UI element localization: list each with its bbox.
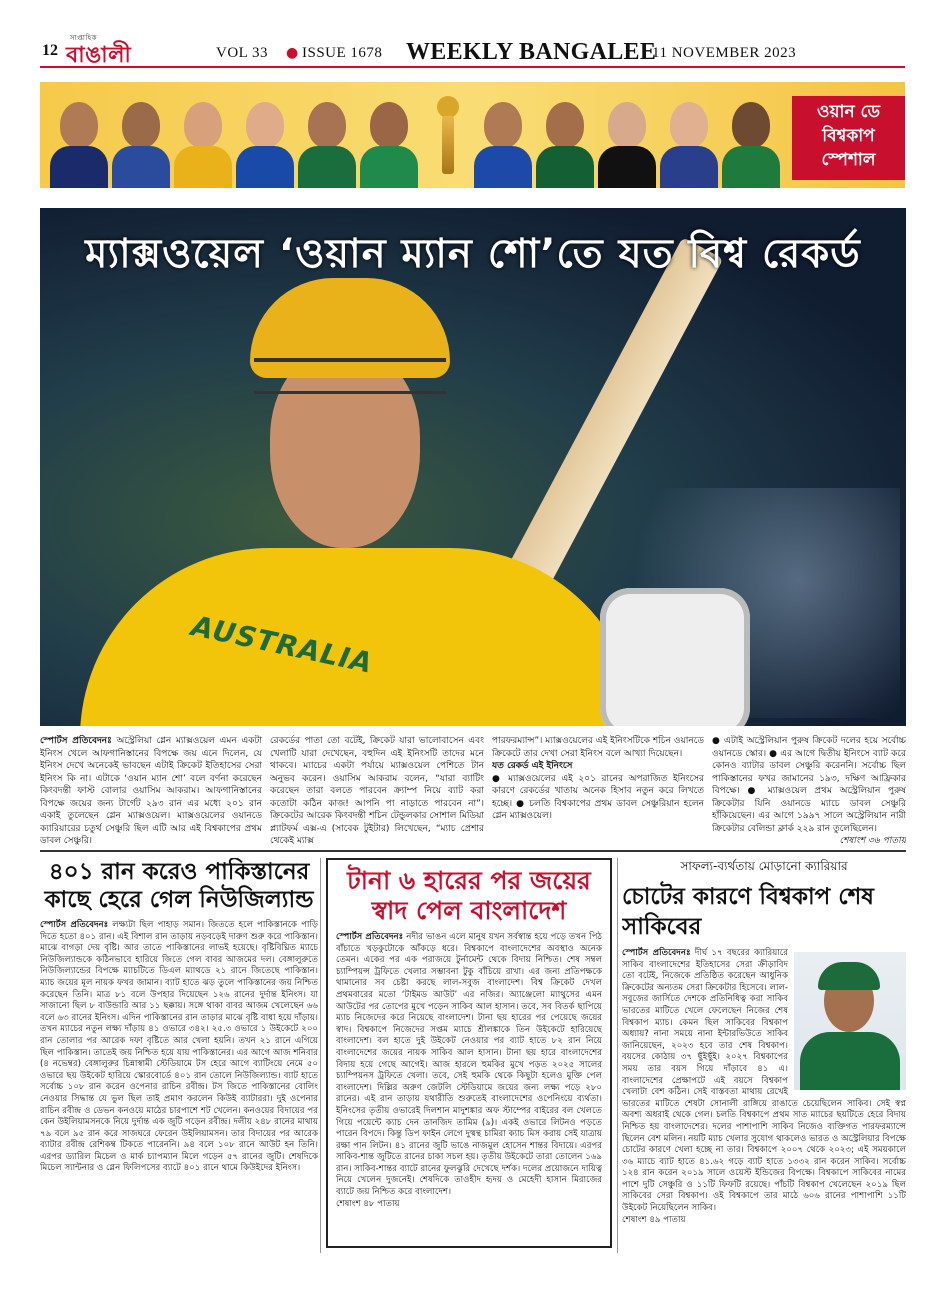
story-headline[interactable]: টানা ৬ হারের পর জয়ের স্বাদ পেল বাংলাদেশ — [347, 866, 591, 925]
lead-column-2 — [270, 735, 484, 845]
bullet-dot-icon: ● — [286, 45, 299, 61]
captains-lineup-image — [50, 88, 810, 188]
player-face-icon — [536, 92, 594, 188]
story-text: দীর্ঘ ১৭ বছরের ক্যারিয়ারে সাকিব বাংলাদেশের ইতিহাসের সেরা ক্রীড়াবিদ তো বটেই, নিজেকে প্রতিষ্ঠিত করেছেন আধুনিক ক্রিকেটের অন্যতম সেরা ক্রিকেটার হিসেবে। লাল-সবুজের জার্সিতে দেশকে প্রতিনিধিত্ব করা সাকিব ভারতের মাটিতে খেলে ফেলেছেন নিজের শেষ বিশ্বকাপ ম্যাচ। কেমন ছিল সাকিবের বিশ্বকাপ অধ্যায়? নানা সময়ে নানা ইন্টারভিউতে সাকিব জানিয়েছেন, ২০২৩ হবে তার শেষ বিশ্বকাপ। বয়সের কোঠায় ৩৭ ছুঁইছুঁই। ২০২৭ বিশ্বকাপের সময় তার বয়স গিয়ে দাঁড়াবে ৪১ এ। বাংলাদেশের প্রেক্ষাপটে এই বয়সে বিশ্বকাপ খেলাটা বেশ কঠিন। সেই বাস্তবতা মাথায় রেখেই ভারতের মাটিতে শেষটা সোনালী রাঙ্গিয়ে রাঙাতে চেয়েছিলেন সাকিব। সেই স্বপ্ন অবশ্য অধরাই থেকে গেল। চলতি বিশ্বকাপে প্রথম সাত ম্যাচের ছয়টিতে হেরে বিদায় নিশ্চিত হয় বাংলাদেশের। দলের পাশাপাশি সাকিব নিজেও ব্যক্তিগত পারফরম্যান্সে ছিলেন বেশ মলিন। নয়টি ম্যাচ খেলার সুযোগ থাকলেও ভারত ও অস্ট্রেলিয়ার বিপক্ষে চোটের কারণে খেলা হচ্ছে না তার। বিশ্বকাপে ২০০৭ থেকে ২০২৩; এই সময়কালে ৩৬ ম্যাচে ব্যাট হাতে ৪১.৬২ গড়ে ব্যাট হাতে ১৩৩২ রান করেন সাকিব। সর্বোচ্চ ১২৪ রান করেন ২০১৯ সালে ওয়েস্ট ইন্ডিজের বিপক্ষে। বিশ্বকাপে সাকিবের নামের পাশে দুটি সেঞ্চুরি ও ১১টি ফিফটি রয়েছে। পাঁচটি বিশ্বকাপ খেলেছেন ২০১৯ ছিল সাকিবের সেরা বিশ্বকাপ। ওই বিশ্বকাপে তার মাঠে ৬০৬ রানের পাশাপাশি ১১টি উইকেট নিয়েছিলেন সাকিব। — [622, 948, 906, 1214]
player-face-icon — [722, 92, 780, 188]
jersey-lettering: AUSTRALIA — [188, 609, 376, 680]
player-face-icon — [236, 92, 294, 188]
hero-photo-maxwell[interactable] — [40, 208, 906, 726]
page-number: 12 — [42, 42, 58, 59]
player-face-icon — [360, 92, 418, 188]
continued-link[interactable]: শেষাংশ ৪৯ পাতায় — [622, 1214, 686, 1225]
player-jersey — [80, 548, 640, 726]
issue-date: 11 NOVEMBER 2023 — [652, 45, 797, 61]
lead-column-1 — [40, 735, 262, 845]
story-bangladesh-win — [326, 858, 612, 1248]
special-line: ওয়ান ডে — [817, 102, 880, 122]
lead-text: পারফরম্যান্স”। ম্যাক্সওয়েলের এই ইনিংসটিকে শচিন ওয়ানডে ক্রিকেটে তার দেখা সেরা ইনিংস বলে আখ্যা দিয়েছেন। — [492, 736, 704, 759]
column-divider — [320, 858, 321, 1253]
lead-text: ● এটাই অস্ট্রেলিয়ান পুরুষ ক্রিকেট দলের হয়ে সর্বোচ্চ ওয়ানডে স্কোর। ● এর আগে দ্বিতীয় ইনিংসে ব্যাট করে কোনও ব্যাটার ডাবল সেঞ্চুরি করেননি। সর্বোচ্চ ছিল পাকিস্তানের ফখর জামানের ১৯৩, দক্ষিণ আফ্রিকার বিপক্ষে। ● ম্যাক্সওয়েল প্রথম অস্ট্রেলিয়ান পুরুষ ক্রিকেটার যিনি ওয়ানডে ম্যাচে ডাবল সেঞ্চুরি হাঁকিয়েছেন। এর আগে ১৯৯৭ সালে অস্ট্রেলিয়ান নারী ক্রিকেটার বেলিন্ডা ক্লার্ক ২২৯ রান তুলেছিলেন। — [712, 736, 906, 834]
helmet-grill — [254, 358, 446, 394]
special-line: বিশ্বকাপ — [822, 126, 875, 146]
logo-text: বাঙালী — [66, 43, 132, 68]
world-cup-special-badge — [792, 96, 905, 180]
lead-column-4 — [712, 735, 906, 845]
player-face-icon — [174, 92, 232, 188]
player-jersey — [800, 1032, 900, 1090]
trophy-icon — [433, 92, 463, 182]
continued-link[interactable]: শেষাংশ ৪৮ পাতায় — [336, 1198, 400, 1209]
byline: স্পোর্টস প্রতিবেদনঃ — [40, 736, 112, 746]
player-face-icon — [112, 92, 170, 188]
batting-glove-icon — [600, 588, 750, 726]
player-face-icon — [50, 92, 108, 188]
lead-subheading: যত রেকর্ড এই ইনিংসে — [492, 761, 573, 771]
section-divider — [40, 850, 906, 852]
story-headline[interactable]: চোটের কারণে বিশ্বকাপ শেষ সাকিবের — [622, 884, 874, 940]
player-face-icon — [660, 92, 718, 188]
volume-label: VOL 33 — [216, 45, 269, 61]
world-cup-banner — [40, 82, 905, 188]
story-headline[interactable]: ৪০১ রান করেও পাকিস্তানের কাছে হেরে গেল নিউজিল্যান্ড — [44, 859, 314, 913]
story-text: নদীর ভাঙন এলে মানুষ যখন সর্বস্বান্ত হয়ে পড়ে তখন পিঠ বাঁচাতে খড়কুটোকে আঁকড়ে ধরে। বিশ্বকাপে বাংলাদেশের অবস্থাও অনেক তেমন। একের পর এক পরাজয়ে টুর্নামেন্ট থেকে বিদায় নিশ্চিত। শেষ সম্বল চ্যাম্পিয়ন্স ট্রফিতে খেলার সম্ভাবনা টুকু বাঁচিয়ে রাখা। এর জন্য প্রতিপক্ষকে থামানোর সব চেষ্টা করছে লাল-সবুজ বাংলাদেশ। বিশ্ব ক্রিকেট দেখল প্রথমবারের মতো ‘টাইমড আউট’ এর নজির। অ্যাঞ্জেলো ম্যাথুসের এমন আউটের পর তোপের মুখে পড়েন সাকিব আল হাসান। তবে, সব বিতর্ক ছাপিয়ে ম্যাচ নিজেদের করে নিয়েছে বাংলাদেশ। টানা ছয় হারের পর পেয়েছে জয়ের স্বাদ। বিশ্বকাপে নিজেদের সপ্তম ম্যাচে শ্রীলঙ্কাকে তিন উইকেটে হারিয়েছে বাংলাদেশ। বল হাতে দুই উইকেট নেওয়ার পর ব্যাট হাতে ৮২ রান নিয়ে বাংলাদেশের জয়ের নায়ক সাকিব আল হাসান। টানা ছয় হারে বাংলাদেশের বিদায় হয়ে গেছে আগেই। আজ হারলে হুমকির মুখে পড়ত ২০২৫ সালের চ্যাম্পিয়নস ট্রফিতে খেলা। তবে, সেই হুমকি থেকে কিছুটা হলেও মুক্তি পেল বাংলাদেশ। দিল্লির অরুণ জেটলি স্টেডিয়ামে জয়ের জন্য লক্ষ্য পড়ে ২৮০ রানের। এই রান তাড়ায় যথারীতি শুরুতেই বাংলাদেশের ওপেনিংয়ে ব্যর্থতা। ইনিংসের তৃতীয় ওভারেই দিলশান মাদুশঙ্কার অফ স্টাম্পের বাইরের বল খেলতে গিয়ে পয়েন্টে ক্যাচ দেন তানজিদ তামিম (৯)। একই ওভারে লিটনও পড়তে পারেন বিপদে। কিন্তু ডিপ ফাইন লেগে দুষ্মন্থ চামিরা ক্যাচ মিস করায় সেই যাত্রায় রক্ষা পান লিটন। ৪১ রানের জুটি ভাঙে নাজমুল হোসেন শান্তর বিদায়ে। এরপর সাকিব-শান্ত জুটিতে রানের চাকা সচল হয়। তৃতীয় উইকেটে তারা তোলেন ১৬৯ রান। সাকিব-শান্তর ব্যাটে রানের ফুলঝুরি দেখেছে দর্শক। দলের প্রয়োজনে দায়িত্ব নিয়ে খেলেন দুজনেই। শেষদিকে তাওহীদ হৃদয় ও মেহেদী হাসান মিরাজের ব্যাটে জয় নিশ্চিত করে বাংলাদেশ। — [336, 932, 603, 1198]
hero-headline: ম্যাক্সওয়েল ‘ওয়ান ম্যান শো’তে যত বিশ্ব রেকর্ড — [85, 231, 861, 277]
story-pakistan-newzealand — [40, 858, 318, 1253]
lead-story — [40, 735, 906, 845]
special-line: স্পেশাল — [821, 150, 876, 170]
player-face-icon — [598, 92, 656, 188]
lead-column-3 — [492, 735, 704, 845]
column-divider — [617, 858, 618, 1253]
logo-tagline: সাপ্তাহিক — [70, 34, 98, 42]
continued-link[interactable]: শেষাংশ ৩৬ পাতায় — [839, 836, 906, 845]
byline: স্পোর্টস প্রতিবেদনঃ — [336, 932, 404, 942]
player-face-icon — [474, 92, 532, 188]
lead-text: অস্ট্রেলিয়া গ্লেন ম্যাক্সওয়েল এমন একটা ইনিংস খেলে আফগানিস্তানের বিপক্ষে জয় এনে দিলেন, যে ইনিংস দেখে অনেকেই ভাবছেন এটাই ক্রিকেট ইতিহাসের সেরা ইনিংস কি না। এটাকে ‘ওয়ান ম্যান শো’ বলে বর্ণনা করেছেন কিংবদন্তী ফাস্ট বোলার ওয়াসিম আকরাম। আফগানিস্তানের বিপক্ষে জয়ের জন্য টার্গেট ২৯৩ রান এর মধ্যে ২০১ রান একাই তুলেছেন গ্লেন ম্যাক্সওয়েল। ম্যাক্সওয়েলের ওয়ানডে ক্যারিয়ারের চতুর্থ সেঞ্চুরি ছিল এটি আর এই বিশ্বকাপের প্রথম ডাবল সেঞ্চুরি। — [40, 736, 262, 845]
byline: স্পোর্টস প্রতিবেদনঃ — [622, 948, 691, 958]
story-text: লক্ষ্যটা ছিল পাহাড় সমান। জিততে হলে পাকিস্তানকে পাড়ি দিতে হতো ৪০১ রান। এই বিশাল রান তাড়ায় নড়বড়েই দারুণ শুরু করে পাকিস্তান। মাঝে বাগড়া দেয় বৃষ্টি। আর তাতে পাকিস্তানের লাভই হয়েছে। বৃষ্টিবিঘ্নিত ম্যাচে নিউজিল্যান্ডকে কঠিনভাবে হারিয়ে জিতে গেল বাবর আজমের দল। বেঙ্গালুরুতে নিউজিল্যান্ডের বিপক্ষে ম্যাচটিতে ডিএল ম্যাথডে ২১ রানে জিতেছে পাকিস্তান। ম্যাচ জয়ের মূল নায়ক ফখর জামান। ব্যাট হাতে ঝড় তুলে পাকিস্তানের জয় নিশ্চিত করেছেন তিনি। মাত্র ৮১ বলে উপহার দিয়েছেন ১২৬ রানের দুর্দান্ত ইনিংস। যা সাজানো ছিল ৮ বাউন্ডারি আর ১১ ছক্কায়। সঙ্গে থাকা বাবর আজম খেলেছেন ৬৬ বলে ৬৩ রানের ইনিংস। এদিন পাকিস্তানের রান তাড়ার মাঝে বৃষ্টি বাধা হয়ে দাঁড়ায়। তখন ম্যাচের নতুন লক্ষ্য দাঁড়ায় ৪১ ওভারে ৩৪২। ২৫.৩ ওভারে ১ উইকেটে ২০০ রান তোলার পর আরেক দফা বৃষ্টিতে আর খেলা হয়নি। তখন ২১ রানে এগিয়ে ছিল পাকিস্তান। তাতেই জয় নিশ্চিত হয়ে যায় পাকিস্তানের। এর আগে আজ শনিবার (৪ নভেম্বর) বেঙ্গালুরুর চিন্নাস্বামী স্টেডিয়ামে টস হেরে আগে ব্যাটিংয়ে নেমে ৫০ ওভারে ছয় উইকেট হারিয়ে স্কোরবোর্ডে ৪০১ রান তোলে নিউজিল্যান্ড। ব্যাট হাতে সর্বোচ্চ ১০৮ রান করেন ওপেনার রাচিন রবীন্দ্র। টস জিতে পাকিস্তানের বোলিং নেওয়ার সিদ্ধান্ত যে ভুল ছিল তাই প্রমাণ করলেন কিউই ব্যাটাররা। দুই ওপেনার রাচিন রবীন্দ্র ও ডেভন কনওয়ে মাঠের চারপাশে শট খেলেন। কনওয়ের বিদায়ের পর কেন উইলিয়ামসনকে নিয়ে দুর্দান্ত এক জুটি গড়েন রবীন্দ্র। দলীয় ২৪৮ রানের মাথায় ৭৯ বলে ৯৫ রান করে সাজঘরে ফেরেন উইলিয়ামসন। তার বিদায়ের পর আরেক ব্যাটার রবীন্দ্র রেশিকম্ব টিকতে পারেননি। ৯৪ বলে ১০৮ রানে আউট হন তিনি। এরপর ড্যারিল মিচেল ও মার্ক চ্যাপম্যান মিলে গড়েন ৫৭ রানের জুটি। শেষদিকে মিচেল স্যান্টনার ও গ্লেন ফিলিপসের ব্যাটে ৪০১ রানে থামে কিউইদের ইনিংস। — [40, 920, 318, 1174]
issue-label: ISSUE 1678 — [302, 45, 383, 61]
story-body — [336, 932, 602, 1199]
player-face-icon — [298, 92, 356, 188]
newspaper-logo[interactable] — [66, 34, 176, 68]
story-shakib-injury — [622, 858, 906, 1253]
byline: স্পোর্টস প্রতিবেদনঃ — [40, 920, 109, 930]
shakib-portrait-photo[interactable] — [794, 952, 906, 1090]
story-body — [40, 920, 318, 1175]
lead-text: রেকর্ডের পাতা তো বটেই, ক্রিকেট যারা ভালোবাসেন এবং খেলাটি যারা দেখেছেন, বহুদিন এই ইনিংসটি তাদের মনে থাকবে। ম্যাচের একটা পর্যায়ে ম্যাক্সওয়েল পেশিতে টান অনুভব করেন। ওয়াসিম আকরাম বলেন, “যারা ব্যাটিং করেছেন তারা বলতে পারবেন ক্র্যাম্প নিয়ে ব্যাট করা কতোটা কঠিন কাজ! আপনি পা নাড়াতে পারবেন না”। ক্রিকেটের আরেক কিংবদন্তী শচিন টেন্ডুলকার সোশাল মিডিয়া প্ল্যাটফর্ম এক্স-এ (সাবেক টুইটার) লিখেছেন, “ম্যাচ প্রেশার থেকেই ম্যাক্স — [270, 736, 484, 845]
lead-text: ● ম্যাক্সওয়েলের এই ২০১ রানের অপরাজিত ইনিংসের কারণে রেকর্ডের খাতায় অনেক হিসাব নতুন করে লিখতে হচ্ছে। ● চলতি বিশ্বকাপের প্রথম ডাবল সেঞ্চুরিয়ান হলেন গ্লেন ম্যাক্সওয়েল। — [492, 773, 704, 821]
story-kicker: সাফল্য-ব্যর্থতায় মোড়ানো ক্যারিয়ার — [680, 859, 848, 873]
masthead — [40, 34, 905, 68]
paper-name: WEEKLY BANGALEE — [406, 39, 657, 65]
cap-icon — [818, 962, 880, 990]
